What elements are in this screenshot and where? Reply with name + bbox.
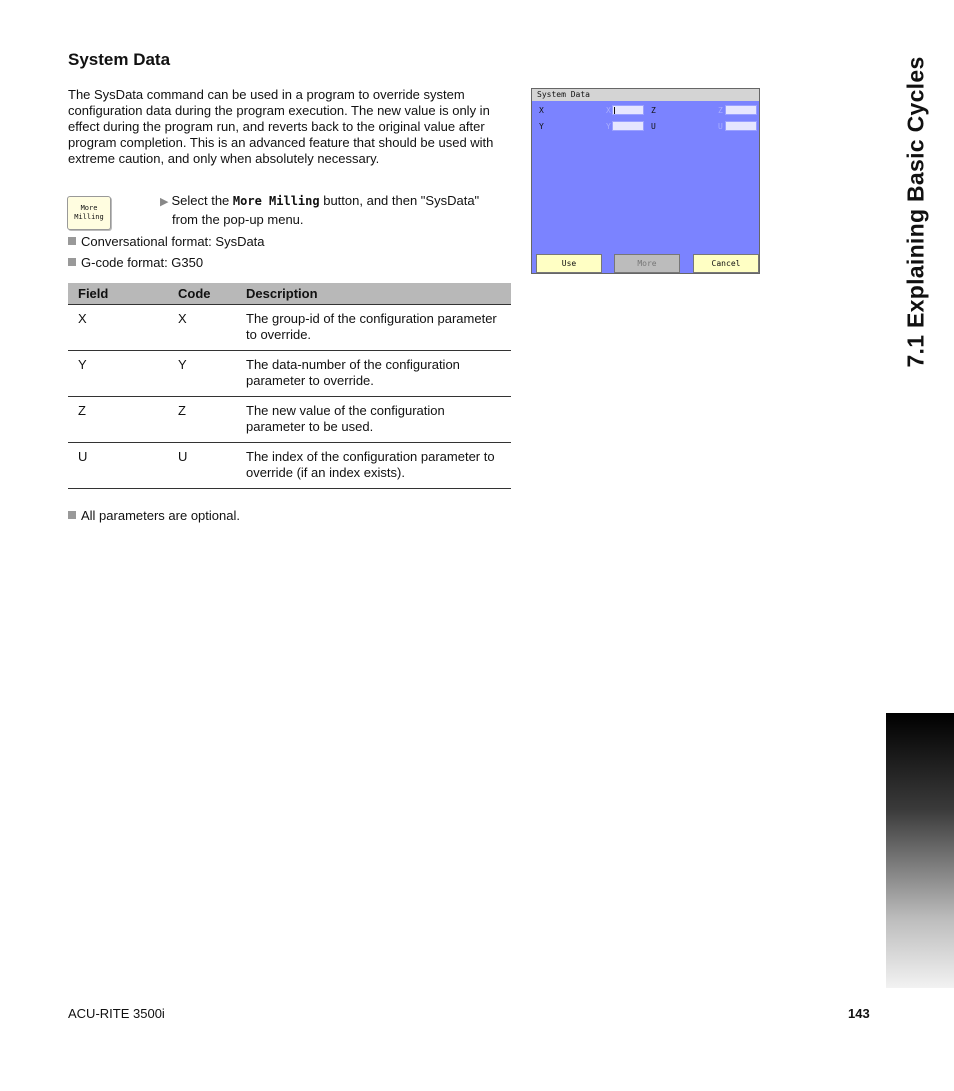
cell-code: X xyxy=(168,305,236,351)
footer-product: ACU-RITE 3500i xyxy=(68,1006,165,1021)
cell-field: X xyxy=(68,305,168,351)
cell-field: U xyxy=(68,443,168,489)
field-input-u[interactable] xyxy=(725,121,757,131)
cell-description: The index of the configuration parameter to override (if an index exists). xyxy=(236,443,511,489)
table-row xyxy=(68,305,511,351)
field-label-x: X xyxy=(539,106,544,115)
more-milling-soft-key[interactable]: More Milling xyxy=(67,196,111,230)
cell-description: The data-number of the configuration parameter to override. xyxy=(236,351,511,397)
screen-title: System Data xyxy=(532,89,759,101)
header-field: Field xyxy=(68,283,168,305)
table-row xyxy=(68,443,511,489)
bullet-note xyxy=(68,508,240,523)
square-bullet-icon xyxy=(68,258,76,266)
bullet-text: All parameters are optional. xyxy=(81,508,240,523)
cell-description: The new value of the configuration parameter to be used. xyxy=(236,397,511,443)
bullet-conversational xyxy=(68,234,265,249)
instruction-prefix: Select the xyxy=(171,193,233,208)
more-button[interactable]: More xyxy=(614,254,680,273)
square-bullet-icon xyxy=(68,511,76,519)
cell-field: Y xyxy=(68,351,168,397)
cell-code: U xyxy=(168,443,236,489)
cancel-button[interactable]: Cancel xyxy=(693,254,759,273)
bullet-text: Conversational format: SysData xyxy=(81,234,265,249)
instruction-line2: from the pop-up menu. xyxy=(172,212,304,227)
right-arrow-icon: ▶ xyxy=(160,196,169,208)
instruction-text xyxy=(160,192,510,228)
table-row xyxy=(68,351,511,397)
intro-paragraph: The SysData command can be used in a program to override system configuration data during the program execution. The new value is only in effect during the program run, and reverts back to the original value after program completion. This is an advanced feature that should be used with extreme caution, and only when absolutely necessary. xyxy=(68,87,494,166)
chapter-side-title: 7.1 Explaining Basic Cycles xyxy=(902,56,929,368)
instruction-suffix: button, and then "SysData" xyxy=(319,193,480,208)
field-input-y[interactable] xyxy=(612,121,644,131)
field-ghost-y: Y xyxy=(606,122,611,131)
section-heading: System Data xyxy=(68,50,171,69)
bullet-text: G-code format: G350 xyxy=(81,255,204,270)
field-label-z: Z xyxy=(651,106,656,115)
field-ghost-z: Z xyxy=(718,106,723,115)
header-code: Code xyxy=(168,283,236,305)
instruction-button-name: More Milling xyxy=(232,194,320,208)
table-row xyxy=(68,397,511,443)
field-label-u: U xyxy=(651,122,656,131)
field-ghost-x: X xyxy=(606,106,611,115)
parameter-table xyxy=(68,283,511,489)
text-caret xyxy=(614,107,615,114)
cell-description: The group-id of the configuration parameter to override. xyxy=(236,305,511,351)
use-button[interactable]: Use xyxy=(536,254,602,273)
table-header-row xyxy=(68,283,511,305)
field-ghost-u: U xyxy=(718,122,723,131)
bullet-gcode xyxy=(68,255,203,270)
field-label-y: Y xyxy=(539,122,544,131)
header-description: Description xyxy=(236,283,511,305)
cell-code: Z xyxy=(168,397,236,443)
system-data-screen xyxy=(531,88,760,274)
cell-field: Z xyxy=(68,397,168,443)
page-number: 143 xyxy=(848,1006,870,1021)
square-bullet-icon xyxy=(68,237,76,245)
field-input-x[interactable] xyxy=(612,105,644,115)
cell-code: Y xyxy=(168,351,236,397)
chapter-tab-gradient xyxy=(886,713,954,988)
field-input-z[interactable] xyxy=(725,105,757,115)
